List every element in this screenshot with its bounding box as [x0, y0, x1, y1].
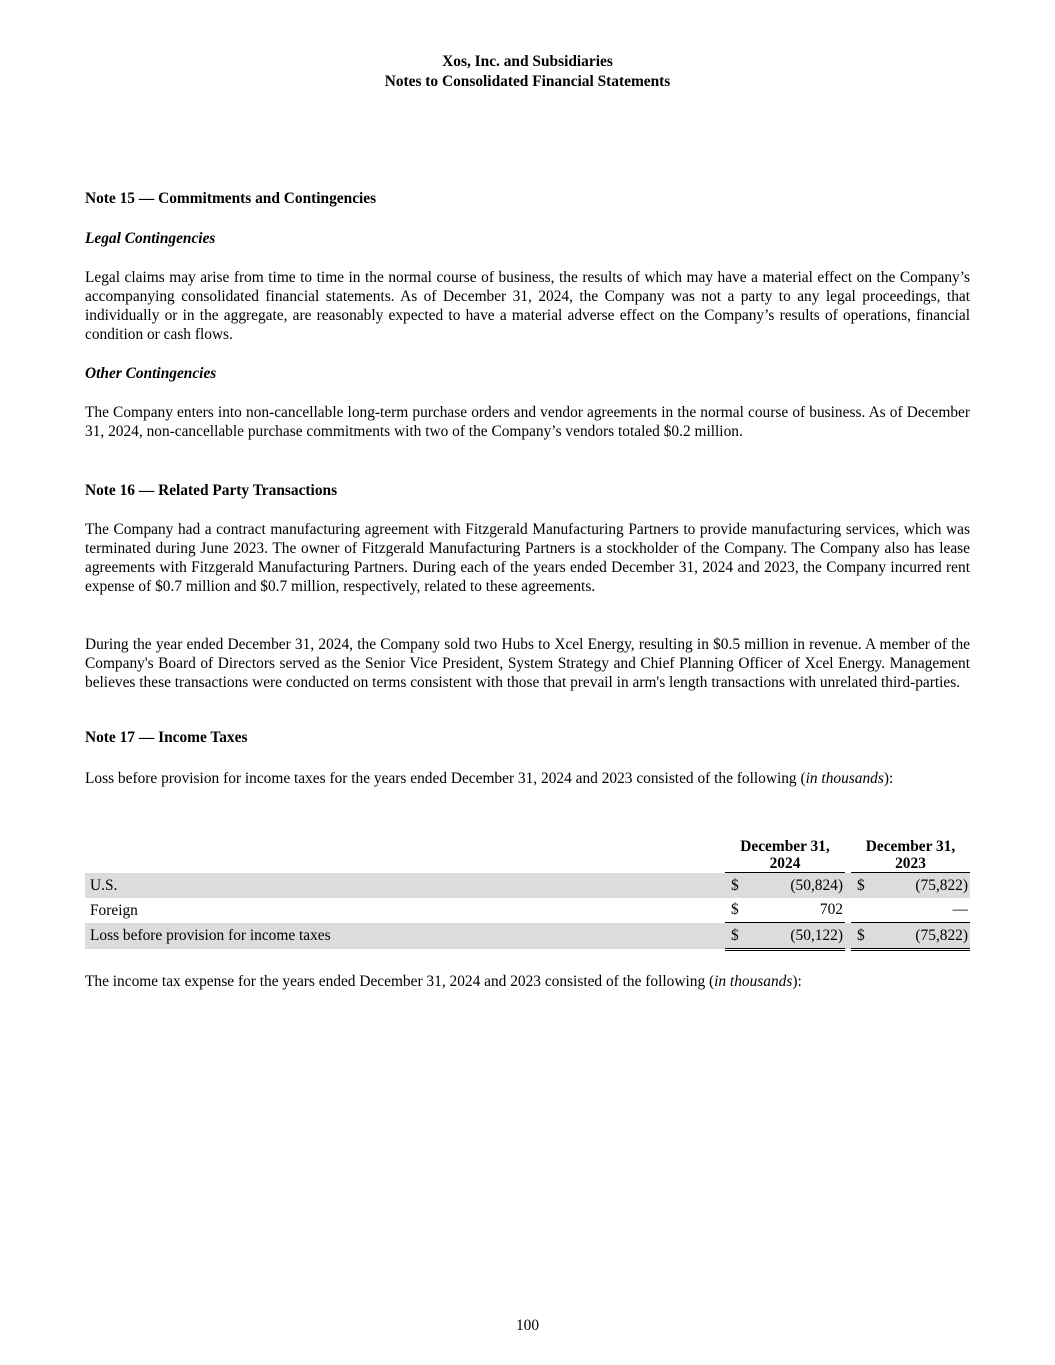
expense-end: ): [792, 973, 802, 990]
document-title: Notes to Consolidated Financial Statements [384, 73, 671, 90]
legal-contingencies-text: Legal claims may arise from time to time in the normal course of business, the results of which may have a material effect on the Company’s accompanying consolidated financial statements. As of December 31, 2024, the Company was not a party to any legal proceedings, that individually or in the aggregate, are reasonably expected to have a material adverse effect on the Company’s results of operations, financial condition or cash flows. [85, 269, 970, 343]
intro-end: ): [883, 770, 894, 787]
value-2023: — [952, 901, 968, 919]
income-tax-expense-intro [85, 972, 970, 991]
note16-heading: Note 16 — Related Party Transactions [85, 482, 338, 499]
note17-heading: Note 17 — Income Taxes [85, 729, 248, 746]
col1-line2: 2024 [769, 855, 801, 872]
row-label: Foreign [90, 901, 138, 919]
col-header-2024 [725, 832, 845, 873]
currency-symbol: $ [731, 876, 739, 894]
table-row [85, 898, 970, 923]
other-contingencies-heading: Other Contingencies [85, 365, 217, 382]
currency-symbol: $ [731, 901, 739, 919]
other-contingencies-text: The Company enters into non-cancellable long-term purchase orders and vendor agreements in the normal course of business. As of December 31, 2024, non-cancellable purchase commitments with two of the Company’s vendors totaled $0.2 million. [85, 404, 970, 440]
expense-text: The income tax expense for the years ended December 31, 2024 and 2023 consisted of the following ( [85, 973, 715, 990]
value-2024: 702 [819, 901, 843, 919]
company-name: Xos, Inc. and Subsidiaries [442, 53, 613, 70]
page-number: 100 [515, 1317, 540, 1334]
value-2023: (75,822) [869, 923, 970, 950]
intro-text: Loss before provision for income taxes for the years ended December 31, 2024 and 2023 consisted of the following ( [85, 770, 806, 787]
value-2023: (75,822) [915, 876, 968, 894]
currency-symbol: $ [857, 876, 865, 894]
intro-italic: in thousands [805, 770, 884, 787]
col2-line2: 2023 [895, 855, 926, 872]
col2-line1: December 31, [865, 838, 956, 855]
table-header-row [85, 832, 970, 873]
header-blank [85, 832, 725, 873]
note16-paragraph-1: The Company had a contract manufacturing agreement with Fitzgerald Manufacturing Partners to provide manufacturing services, which was terminated during June 2023. The owner of Fitzgerald Manufacturing Partners is a stockholder of the Company. The Company also has lease agreements with Fitzgerald Manufacturing Partners. During each of the years ended December 31, 2024 and 2023, the Company incurred rent expense of $0.7 million and $0.7 million, respectively, related to these agreements. [85, 521, 970, 595]
row-label: Loss before provision for income taxes [90, 927, 331, 945]
currency-symbol [851, 898, 869, 923]
currency-symbol: $ [725, 923, 743, 950]
table-total-row [85, 923, 970, 950]
value-2024: (50,824) [790, 876, 843, 894]
table-row [85, 873, 970, 898]
loss-before-tax-table [85, 832, 970, 951]
expense-italic: in thousands [714, 973, 793, 990]
col-header-2023 [851, 832, 970, 873]
legal-contingencies-heading: Legal Contingencies [85, 230, 216, 247]
row-label: U.S. [90, 876, 118, 894]
currency-symbol: $ [851, 923, 869, 950]
note15-heading: Note 15 — Commitments and Contingencies [85, 190, 377, 207]
value-2024: (50,122) [743, 923, 845, 950]
note17-intro [85, 769, 970, 788]
note16-paragraph-2: During the year ended December 31, 2024, the Company sold two Hubs to Xcel Energy, resulting in $0.5 million in revenue. A member of the Company's Board of Directors served as the Senior Vice President, System Strategy and Chief Planning Officer of Xcel Energy. Management believes these transactions were conducted on terms consistent with those that prevail in arm's length transactions with unrelated third-parties. [85, 636, 970, 691]
col1-line1: December 31, [740, 838, 830, 855]
